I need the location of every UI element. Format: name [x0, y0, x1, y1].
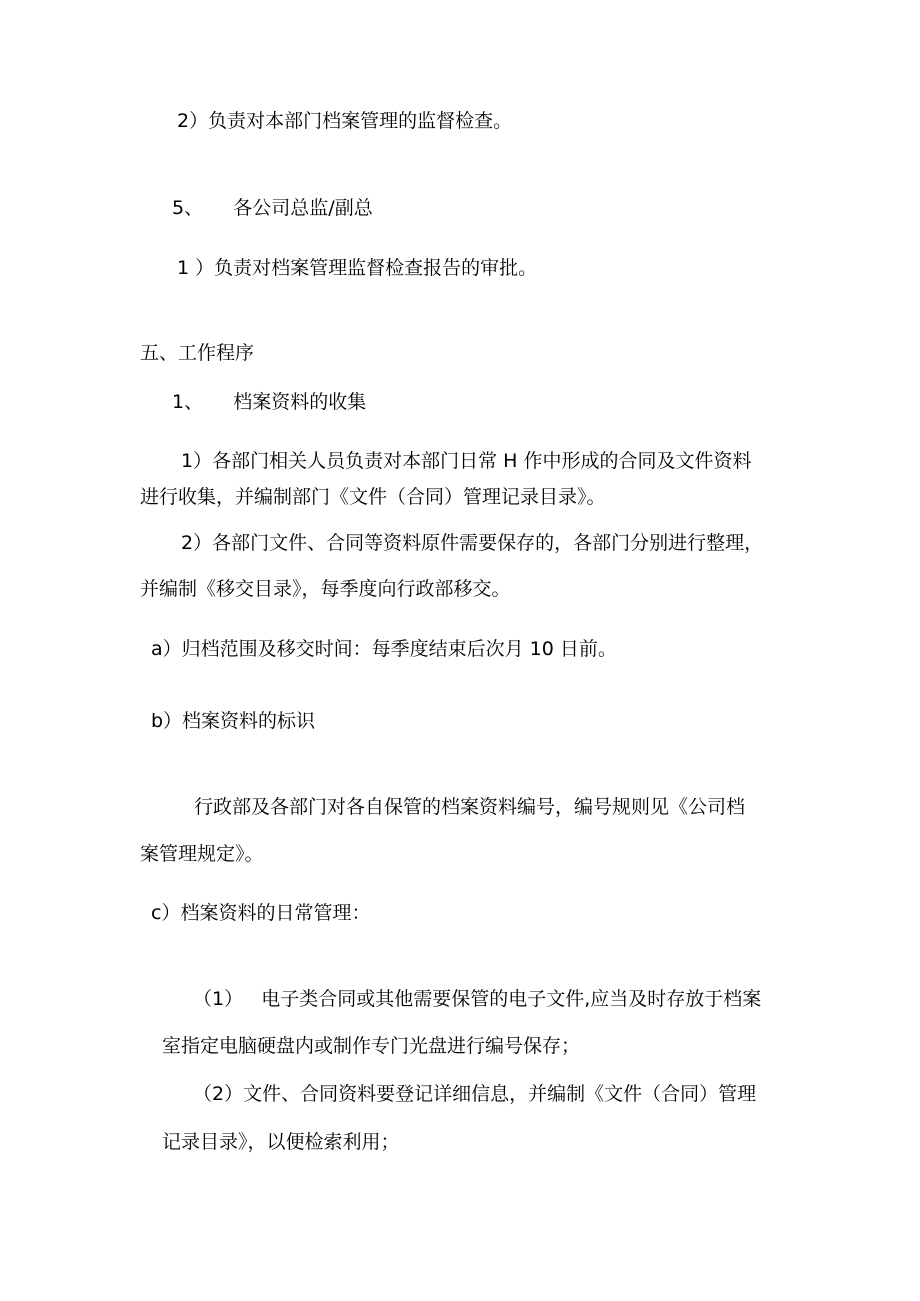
- text-line: （1） 电子类合同或其他需要保管的电子文件,应当及时存放于档案: [193, 988, 762, 1010]
- text-line: 1）各部门相关人员负责对本部门日常 H 作中形成的合同及文件资料: [181, 450, 752, 472]
- subsection-heading: c）档案资料的日常管理：: [151, 902, 371, 924]
- text-line: 行政部及各部门对各自保管的档案资料编号，编号规则见《公司档: [194, 796, 746, 818]
- text-line: 案管理规定》。: [140, 843, 264, 865]
- text-line: 进行收集，并编制部门《文件（合同）管理记录目录》。: [140, 486, 606, 508]
- subsection-heading: b）档案资料的标识: [151, 710, 316, 732]
- chapter-heading: 五、工作程序: [140, 342, 255, 364]
- text-line: 室指定电脑硬盘内或制作专门光盘进行编号保存；: [162, 1035, 581, 1057]
- section-heading: 5、 各公司总监/副总: [172, 197, 373, 219]
- text-line: 并编制《移交目录》，每季度向行政部移交。: [140, 578, 511, 600]
- text-line: （2）文件、合同资料要登记详细信息，并编制《文件（合同）管理: [193, 1083, 757, 1105]
- text-line: a）归档范围及移交时间：每季度结束后次月 10 日前。: [151, 638, 617, 660]
- text-line: 2）负责对本部门档案管理的监督检查。: [177, 110, 513, 132]
- text-line: 2）各部门文件、合同等资料原件需要保存的，各部门分别进行整理，: [181, 532, 764, 554]
- section-heading: 1、 档案资料的收集: [172, 391, 367, 413]
- text-line: 记录目录》，以便检索利用；: [162, 1131, 400, 1153]
- text-line: 1 ）负责对档案管理监督检查报告的审批。: [177, 257, 538, 279]
